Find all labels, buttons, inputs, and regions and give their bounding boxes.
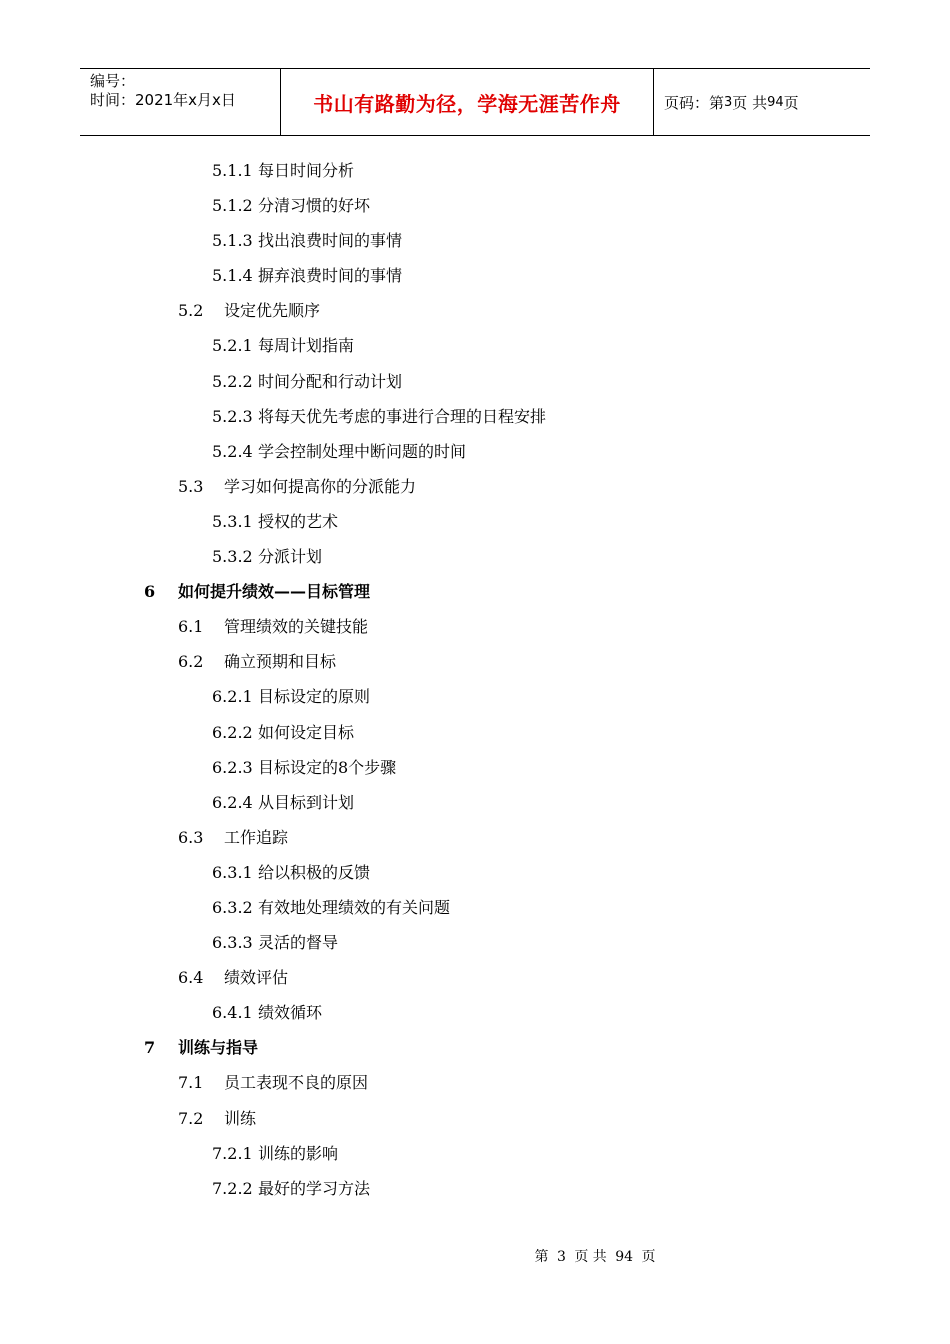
toc-entry-level2[interactable] bbox=[0, 469, 950, 504]
toc-entry-number: 6.3 bbox=[178, 827, 204, 847]
toc-entry-title: 最好的学习方法 bbox=[258, 1178, 371, 1198]
toc-entry-level3[interactable] bbox=[0, 434, 950, 469]
header-motto: 书山有路勤为径，学海无涯苦作舟 bbox=[313, 91, 621, 116]
toc-entry-number: 5.2.4 bbox=[212, 441, 253, 461]
toc-entry-number: 6.3.3 bbox=[212, 933, 253, 953]
toc-entry-title: 工作追踪 bbox=[224, 827, 289, 847]
toc-entry-level3[interactable] bbox=[0, 995, 950, 1030]
toc-entry-title: 绩效评估 bbox=[224, 968, 289, 988]
toc-entry-level3[interactable] bbox=[0, 1136, 950, 1171]
toc-entry-title: 从目标到计划 bbox=[258, 792, 355, 812]
toc-entry-level2[interactable] bbox=[0, 644, 950, 679]
toc-entry-level3[interactable] bbox=[0, 750, 950, 785]
toc-entry-title: 训练 bbox=[224, 1108, 257, 1128]
toc-entry-title: 分清习惯的好坏 bbox=[258, 196, 371, 216]
header-page-current: 3 bbox=[724, 94, 733, 110]
toc-entry-level1[interactable] bbox=[0, 1030, 950, 1065]
toc-entry-title: 如何设定目标 bbox=[258, 722, 355, 742]
toc-entry-level2[interactable] bbox=[0, 1101, 950, 1136]
toc-entry-number: 6.4 bbox=[178, 968, 204, 988]
toc-entry-level3[interactable] bbox=[0, 679, 950, 714]
header-page-total: 94 bbox=[767, 94, 784, 110]
toc-entry-number: 7 bbox=[144, 1038, 156, 1058]
toc-entry-number: 5.2.2 bbox=[212, 371, 253, 391]
toc-entry-level3[interactable] bbox=[0, 364, 950, 399]
toc-entry-title: 每日时间分析 bbox=[258, 161, 355, 180]
toc-entry-number: 6.2.2 bbox=[212, 722, 253, 742]
toc-entry-level2[interactable] bbox=[0, 293, 950, 328]
header-number-label: 编号： bbox=[90, 72, 136, 90]
toc-entry-title: 确立预期和目标 bbox=[224, 652, 337, 672]
toc-entry-level3[interactable] bbox=[0, 890, 950, 925]
toc-entry-level2[interactable] bbox=[0, 960, 950, 995]
footer-current-page: 3 bbox=[556, 1249, 566, 1265]
toc-entry-number: 5.1.4 bbox=[212, 266, 253, 286]
toc-entry-number: 6.3.2 bbox=[212, 897, 253, 917]
toc-entry-level3[interactable] bbox=[0, 153, 950, 188]
header-meta bbox=[80, 69, 281, 135]
toc-entry-title: 有效地处理绩效的有关问题 bbox=[258, 897, 451, 917]
toc-entry-title: 学会控制处理中断问题的时间 bbox=[258, 441, 467, 461]
toc-entry-level2[interactable] bbox=[0, 820, 950, 855]
toc-entry-level3[interactable] bbox=[0, 1171, 950, 1206]
toc-entry-title: 员工表现不良的原因 bbox=[224, 1073, 369, 1093]
toc-entry-number: 5.3.1 bbox=[212, 511, 253, 531]
toc-entry-number: 7.1 bbox=[178, 1073, 204, 1093]
toc-entry-title: 灵活的督导 bbox=[258, 933, 339, 953]
toc-entry-number: 5.3.2 bbox=[212, 547, 253, 567]
toc-entry-number: 6.1 bbox=[178, 617, 204, 637]
toc-entry-level3[interactable] bbox=[0, 855, 950, 890]
page-header bbox=[80, 68, 870, 136]
table-of-contents bbox=[0, 153, 950, 1206]
page-footer bbox=[0, 1246, 950, 1266]
toc-entry-level3[interactable] bbox=[0, 328, 950, 363]
toc-entry-title: 授权的艺术 bbox=[258, 511, 339, 531]
toc-entry-level3[interactable] bbox=[0, 399, 950, 434]
toc-entry-number: 7.2.1 bbox=[212, 1143, 253, 1163]
toc-entry-title: 训练的影响 bbox=[258, 1143, 339, 1163]
footer-mid: 页 共 bbox=[574, 1249, 607, 1265]
toc-entry-number: 6.2 bbox=[178, 652, 204, 672]
toc-entry-title: 给以积极的反馈 bbox=[258, 862, 371, 882]
toc-entry-title: 时间分配和行动计划 bbox=[258, 371, 403, 391]
toc-entry-title: 学习如何提高你的分派能力 bbox=[224, 476, 417, 496]
toc-entry-level3[interactable] bbox=[0, 258, 950, 293]
toc-entry-number: 5.1.2 bbox=[212, 196, 253, 216]
toc-entry-level3[interactable] bbox=[0, 504, 950, 539]
toc-entry-number: 6.2.3 bbox=[212, 757, 253, 777]
toc-entry-number: 7.2.2 bbox=[212, 1178, 253, 1198]
toc-entry-number: 6 bbox=[144, 582, 156, 602]
toc-entry-title: 每周计划指南 bbox=[258, 336, 355, 356]
header-motto-cell bbox=[281, 69, 654, 135]
toc-entry-number: 6.2.1 bbox=[212, 687, 253, 707]
toc-entry-title: 绩效循环 bbox=[258, 1003, 323, 1023]
toc-entry-number: 5.2.1 bbox=[212, 336, 253, 356]
toc-entry-level2[interactable] bbox=[0, 609, 950, 644]
toc-entry-title: 如何提升绩效——目标管理 bbox=[178, 582, 371, 602]
toc-entry-number: 6.2.4 bbox=[212, 792, 253, 812]
toc-entry-title: 将每天优先考虑的事进行合理的日程安排 bbox=[258, 406, 547, 426]
toc-entry-title: 目标设定的原则 bbox=[258, 687, 371, 707]
toc-entry-title: 设定优先顺序 bbox=[224, 301, 321, 321]
toc-entry-title: 分派计划 bbox=[258, 547, 323, 567]
toc-entry-number: 6.4.1 bbox=[212, 1003, 253, 1023]
header-page-end: 页 bbox=[783, 93, 799, 112]
toc-entry-number: 5.3 bbox=[178, 476, 204, 496]
toc-entry-level3[interactable] bbox=[0, 715, 950, 750]
toc-entry-level3[interactable] bbox=[0, 223, 950, 258]
footer-prefix: 第 bbox=[534, 1249, 549, 1265]
footer-total-pages: 94 bbox=[615, 1249, 634, 1265]
toc-entry-level1[interactable] bbox=[0, 574, 950, 609]
toc-entry-level3[interactable] bbox=[0, 925, 950, 960]
toc-entry-level3[interactable] bbox=[0, 188, 950, 223]
header-time-label: 时间：2021年x月x日 bbox=[90, 91, 236, 109]
header-page-mid: 页 共 bbox=[732, 93, 768, 112]
toc-entry-number: 5.1.1 bbox=[212, 161, 253, 180]
toc-entry-title: 训练与指导 bbox=[178, 1038, 259, 1058]
footer-suffix: 页 bbox=[641, 1249, 656, 1265]
toc-entry-number: 5.2 bbox=[178, 301, 204, 321]
header-page-label: 页码：第 bbox=[664, 93, 725, 112]
toc-entry-level3[interactable] bbox=[0, 785, 950, 820]
toc-entry-number: 6.3.1 bbox=[212, 862, 253, 882]
toc-entry-number: 5.2.3 bbox=[212, 406, 253, 426]
toc-entry-title: 摒弃浪费时间的事情 bbox=[258, 266, 403, 286]
header-page-info bbox=[654, 69, 870, 135]
toc-entry-number: 5.1.3 bbox=[212, 231, 253, 251]
toc-entry-level3[interactable] bbox=[0, 539, 950, 574]
toc-entry-title: 找出浪费时间的事情 bbox=[258, 231, 403, 251]
toc-entry-title: 管理绩效的关键技能 bbox=[224, 617, 369, 637]
toc-entry-level2[interactable] bbox=[0, 1065, 950, 1100]
toc-entry-title: 目标设定的8个步骤 bbox=[258, 757, 397, 777]
toc-entry-number: 7.2 bbox=[178, 1108, 204, 1128]
